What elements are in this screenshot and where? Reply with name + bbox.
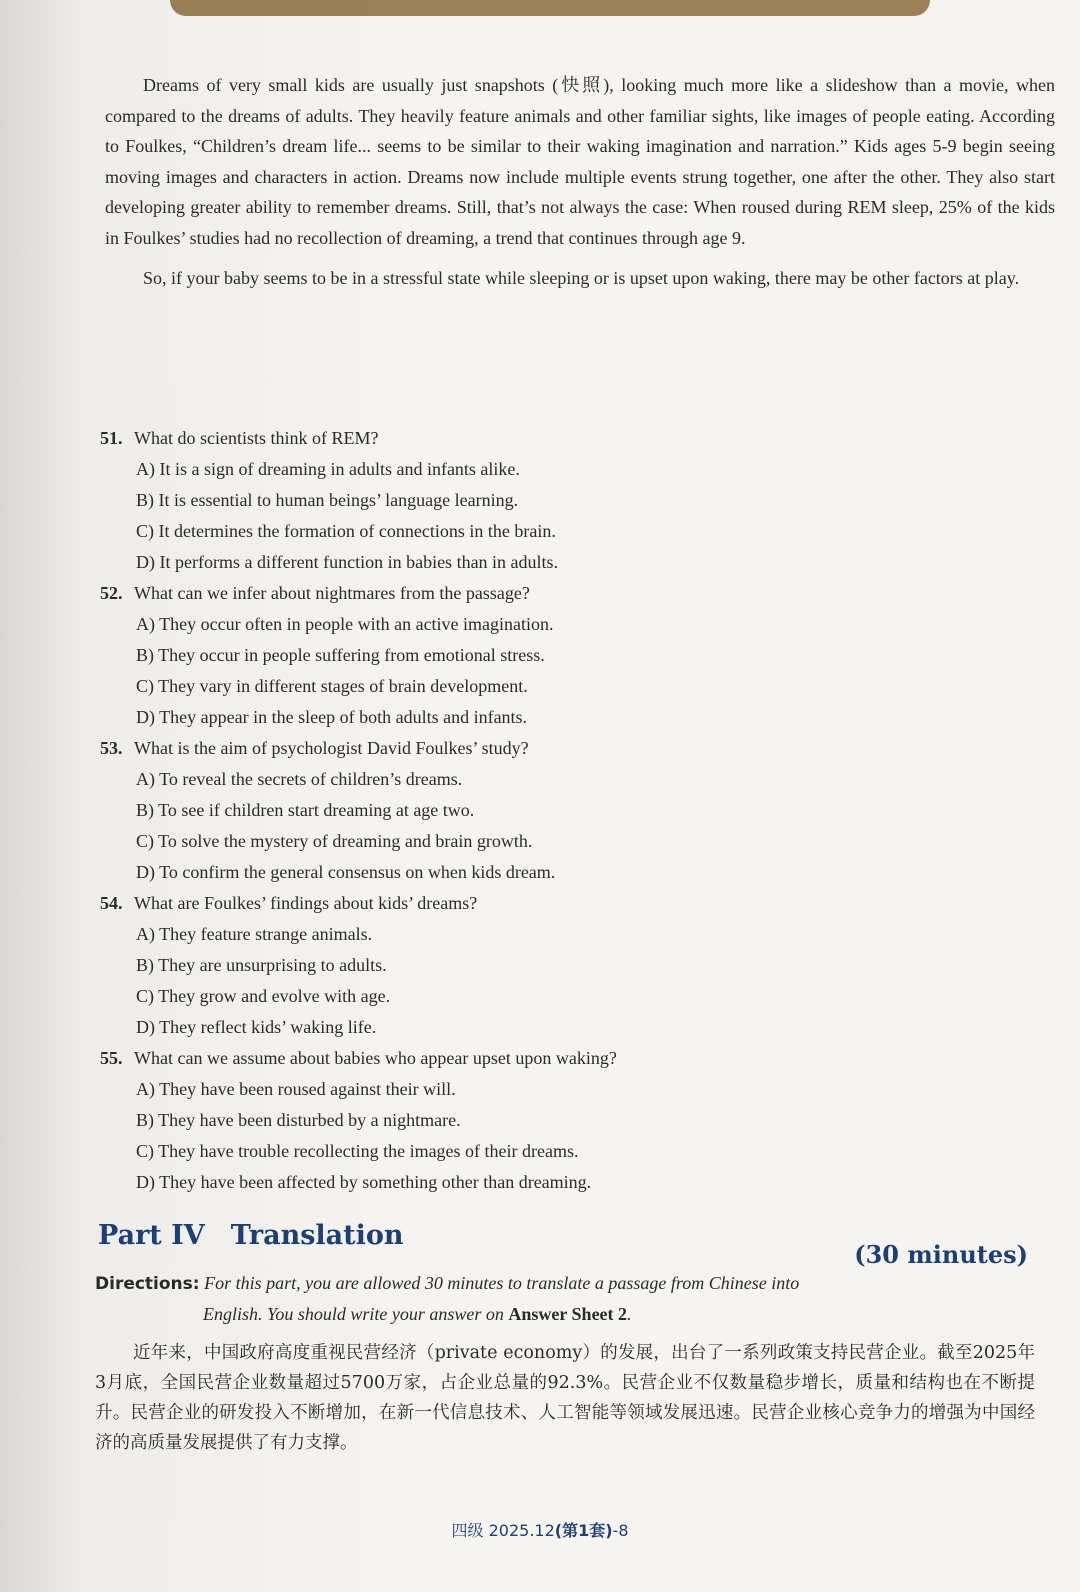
option: A) To reveal the secrets of children’s dreams. bbox=[136, 769, 463, 789]
part-time: (30 minutes) bbox=[854, 1240, 1028, 1269]
question-stem: What can we assume about babies who appear upset upon waking? bbox=[134, 1048, 617, 1068]
directions-period: . bbox=[627, 1304, 632, 1324]
passage-paragraph: So, if your baby seems to be in a stressful state while sleeping or is upset upon waking, there may be other factors at play. bbox=[143, 268, 1020, 288]
option: B) They occur in people suffering from emotional stress. bbox=[136, 645, 545, 665]
answer-sheet-ref: Answer Sheet 2 bbox=[508, 1304, 628, 1324]
translation-text: 近年来，中国政府高度重视民营经济（private economy）的发展，出台了一系列政策支持民营企业。截至2025年3月底，全国民营企业数量超过5700万家，占企业总量的92.3%。民营企业不仅数量稳步增长，质量和结构也在不断提升。民营企业的研发投入不断增加，在新一代信息技术、人工智能等领域发展迅速。民营企业核心竞争力的增强为中国经济的高质量发展提供了有力支撑。 bbox=[95, 1343, 1035, 1453]
directions bbox=[95, 1268, 1030, 1329]
question-number: 55. bbox=[100, 1048, 123, 1068]
option: C) They grow and evolve with age. bbox=[136, 986, 391, 1006]
question-stem: What can we infer about nightmares from the passage? bbox=[134, 583, 530, 603]
option: D) They have been affected by something other than dreaming. bbox=[136, 1172, 592, 1192]
part-name: Translation bbox=[230, 1220, 404, 1251]
footer-level: 四级 bbox=[451, 1521, 484, 1540]
part-title bbox=[98, 1220, 404, 1251]
question-number: 53. bbox=[100, 738, 123, 758]
question-52 bbox=[100, 578, 1040, 733]
directions-label: Directions: bbox=[95, 1274, 200, 1294]
option: B) It is essential to human beings’ language learning. bbox=[136, 490, 519, 510]
option: D) It performs a different function in babies than in adults. bbox=[136, 552, 559, 572]
directions-line-1: For this part, you are allowed 30 minutes to translate a passage from Chinese into bbox=[204, 1273, 800, 1293]
translation-passage bbox=[95, 1338, 1035, 1458]
option: B) They are unsurprising to adults. bbox=[136, 955, 387, 975]
directions-line-2: English. You should write your answer on bbox=[203, 1304, 509, 1324]
question-55 bbox=[100, 1043, 1040, 1198]
book-spine-shadow bbox=[170, 0, 930, 16]
option: C) To solve the mystery of dreaming and brain growth. bbox=[136, 831, 533, 851]
question-list bbox=[100, 423, 1040, 1198]
option: B) To see if children start dreaming at age two. bbox=[136, 800, 475, 820]
option: C) It determines the formation of connections in the brain. bbox=[136, 521, 556, 541]
part-heading bbox=[98, 1220, 1028, 1269]
question-number: 52. bbox=[100, 583, 123, 603]
part-label: Part IV bbox=[98, 1220, 205, 1251]
option: A) They occur often in people with an active imagination. bbox=[136, 614, 554, 634]
question-number: 54. bbox=[100, 893, 123, 913]
option: A) It is a sign of dreaming in adults and infants alike. bbox=[136, 459, 520, 479]
option: A) They have been roused against their will. bbox=[136, 1079, 456, 1099]
option: D) To confirm the general consensus on when kids dream. bbox=[136, 862, 556, 882]
option: D) They appear in the sleep of both adults and infants. bbox=[136, 707, 528, 727]
question-number: 51. bbox=[100, 428, 123, 448]
option: B) They have been disturbed by a nightmare. bbox=[136, 1110, 461, 1130]
page-footer bbox=[0, 1518, 1080, 1541]
option: C) They have trouble recollecting the images of their dreams. bbox=[136, 1141, 579, 1161]
option: C) They vary in different stages of brain development. bbox=[136, 676, 528, 696]
footer-date: 2025.12 bbox=[488, 1521, 555, 1540]
footer-set: (第1套) bbox=[554, 1521, 613, 1540]
question-stem: What is the aim of psychologist David Foulkes’ study? bbox=[134, 738, 529, 758]
passage-paragraph: Dreams of very small kids are usually just snapshots (快照), looking much more like a slideshow than a movie, when compared to the dreams of adults. They heavily feature animals and other familiar sights, like images of people eating. According to Foulkes, “Children’s dream life... seems to be similar to their waking imagination and narration.” Kids ages 5-9 begin seeing moving images and characters in action. Dreams now include multiple events strung together, one after the other. They also start developing greater ability to remember dreams. Still, that’s not always the case: When roused during REM sleep, 25% of the kids in Foulkes’ studies had no recollection of dreaming, a trend that continues through age 9. bbox=[105, 75, 1055, 248]
option: D) They reflect kids’ waking life. bbox=[136, 1017, 377, 1037]
question-53 bbox=[100, 733, 1040, 888]
option: A) They feature strange animals. bbox=[136, 924, 373, 944]
question-stem: What do scientists think of REM? bbox=[134, 428, 379, 448]
reading-passage bbox=[105, 70, 1055, 304]
question-stem: What are Foulkes’ findings about kids’ dreams? bbox=[134, 893, 478, 913]
question-54 bbox=[100, 888, 1040, 1043]
footer-page: -8 bbox=[612, 1521, 629, 1540]
question-51 bbox=[100, 423, 1040, 578]
